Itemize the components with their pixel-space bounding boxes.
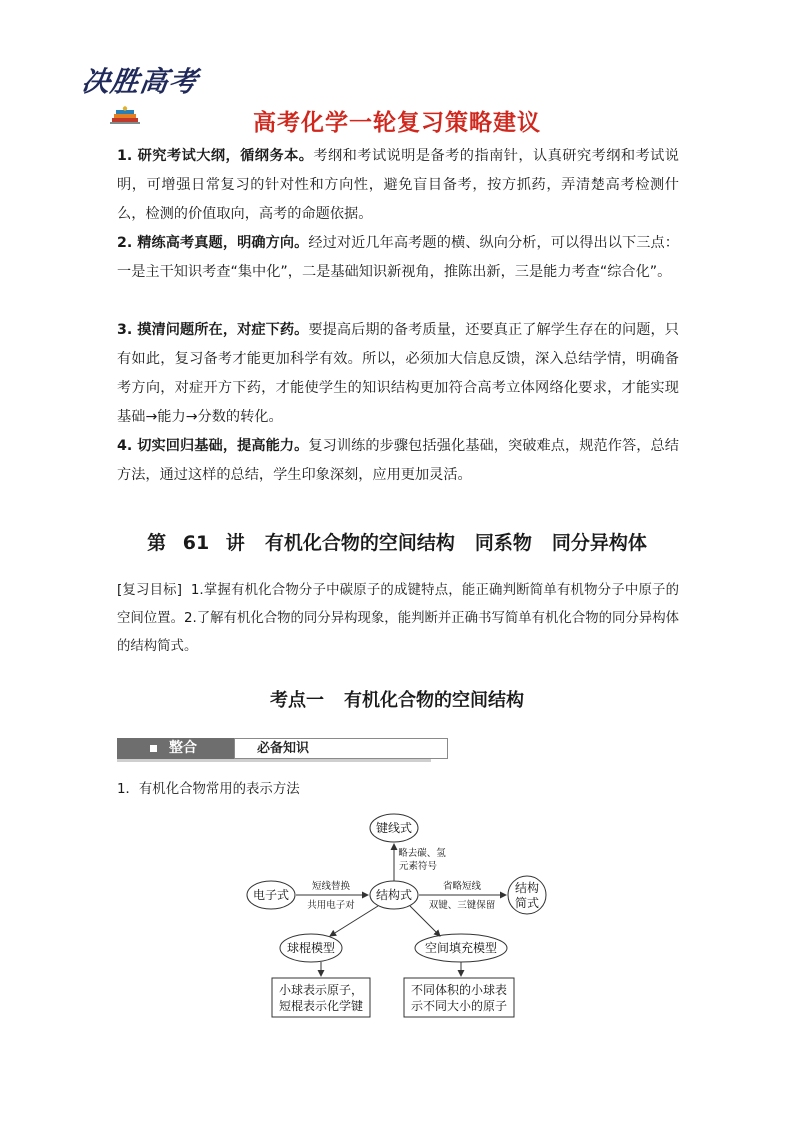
lecture-topic-2: 同系物 [474, 532, 532, 554]
edge-to-simplified-1: 省略短线 [442, 881, 482, 892]
label-electron-formula: 电子式 [252, 888, 290, 902]
label-ball-stick-desc-1: 小球表示原子， [278, 983, 364, 997]
strategy-2-heading: 2. 精练高考真题，明确方向。 [117, 235, 309, 251]
section-label-box [234, 738, 448, 759]
edge-to-line-2: 元素符号 [398, 861, 438, 872]
review-goals [117, 577, 679, 661]
section-bar [117, 738, 431, 760]
strategy-2 [117, 229, 679, 287]
lecture-topic-3: 同分异构体 [551, 532, 647, 554]
label-structural-formula: 结构式 [375, 888, 413, 902]
point-number: 考点一 [270, 690, 324, 711]
label-space-filling-desc-1: 不同体积的小球表 [410, 983, 508, 997]
lecture-number: 第 61 讲 [147, 532, 245, 554]
lecture-topic-1: 有机化合物的空间结构 [264, 532, 455, 554]
strategy-2-body: 经过对近几年高考题的横、纵向分析，可以得出以下三点：一是主干知识考查“集中化”，二是基础知识新视角，推陈出新，三是能力考查“综合化”。 [117, 235, 679, 280]
strategy-3-body: 要提高后期的备考质量，还要真正了解学生存在的问题，只有如此，复习备考才能更加科学有效。所以，必须加大信息反馈，深入总结学情，明确备考方向，对症开方下药，才能使学生的知识结构更加符合高考立体网络化要求，才能实现基础→能力→分数的转化。 [117, 322, 679, 425]
label-simplified-2: 简式 [514, 896, 540, 910]
label-space-filling-desc-2: 示不同大小的原子 [410, 999, 508, 1013]
square-bullet-icon [150, 745, 157, 752]
lecture-title [0, 528, 794, 555]
edge-from-electron-2: 共用电子对 [307, 900, 355, 911]
review-goals-text: 1.掌握有机化合物分子中碳原子的成键特点，能正确判断简单有机物分子中原子的空间位置。2.了解有机化合物的同分异构现象，能判断并正确书写简单有机化合物的同分异构体的结构简式。 [117, 583, 679, 654]
section-label: 必备知识 [257, 741, 310, 756]
section-underline [117, 759, 431, 762]
label-space-filling: 空间填充模型 [424, 941, 498, 955]
label-line-formula: 键线式 [375, 821, 413, 835]
item-1-heading: 1．有机化合物常用的表示方法 [117, 782, 300, 797]
strategy-3 [117, 316, 679, 432]
label-ball-stick: 球棍模型 [286, 941, 336, 955]
section-tab [117, 738, 234, 759]
edge-to-line-1: 略去碳、氢 [398, 848, 446, 859]
point-name: 有机化合物的空间结构 [344, 690, 524, 711]
section-tab-label: 整合 [169, 740, 197, 756]
strategy-1-heading: 1. 研究考试大纲，循纲务本。 [117, 148, 314, 164]
label-simplified-1: 结构 [514, 881, 540, 895]
edge-to-simplified-2: 双键、三键保留 [428, 900, 496, 911]
edge-from-electron-1: 短线替换 [311, 881, 351, 892]
strategy-1 [117, 142, 679, 229]
review-goals-label: [复习目标] [117, 583, 182, 598]
representation-diagram [240, 808, 570, 1023]
logo-brand-text: 决胜高考 [79, 65, 201, 98]
strategy-4-heading: 4. 切实回归基础，提高能力。 [117, 438, 309, 454]
strategy-4 [117, 432, 679, 490]
point-title [0, 686, 794, 712]
main-title: 高考化学一轮复习策略建议 [253, 110, 541, 136]
strategy-4-body: 复习训练的步骤包括强化基础，突破难点，规范作答，总结方法，通过这样的总结，学生印象深刻，应用更加灵活。 [117, 438, 679, 483]
strategy-1-body: 考纲和考试说明是备考的指南针，认真研究考纲和考试说明，可增强日常复习的针对性和方向性，避免盲目备考，按方抓药，弄清楚高考检测什么，检测的价值取向，高考的命题依据。 [117, 148, 679, 222]
strategy-3-heading: 3. 摸清问题所在，对症下药。 [117, 322, 309, 338]
label-ball-stick-desc-2: 短棍表示化学键 [278, 999, 364, 1013]
